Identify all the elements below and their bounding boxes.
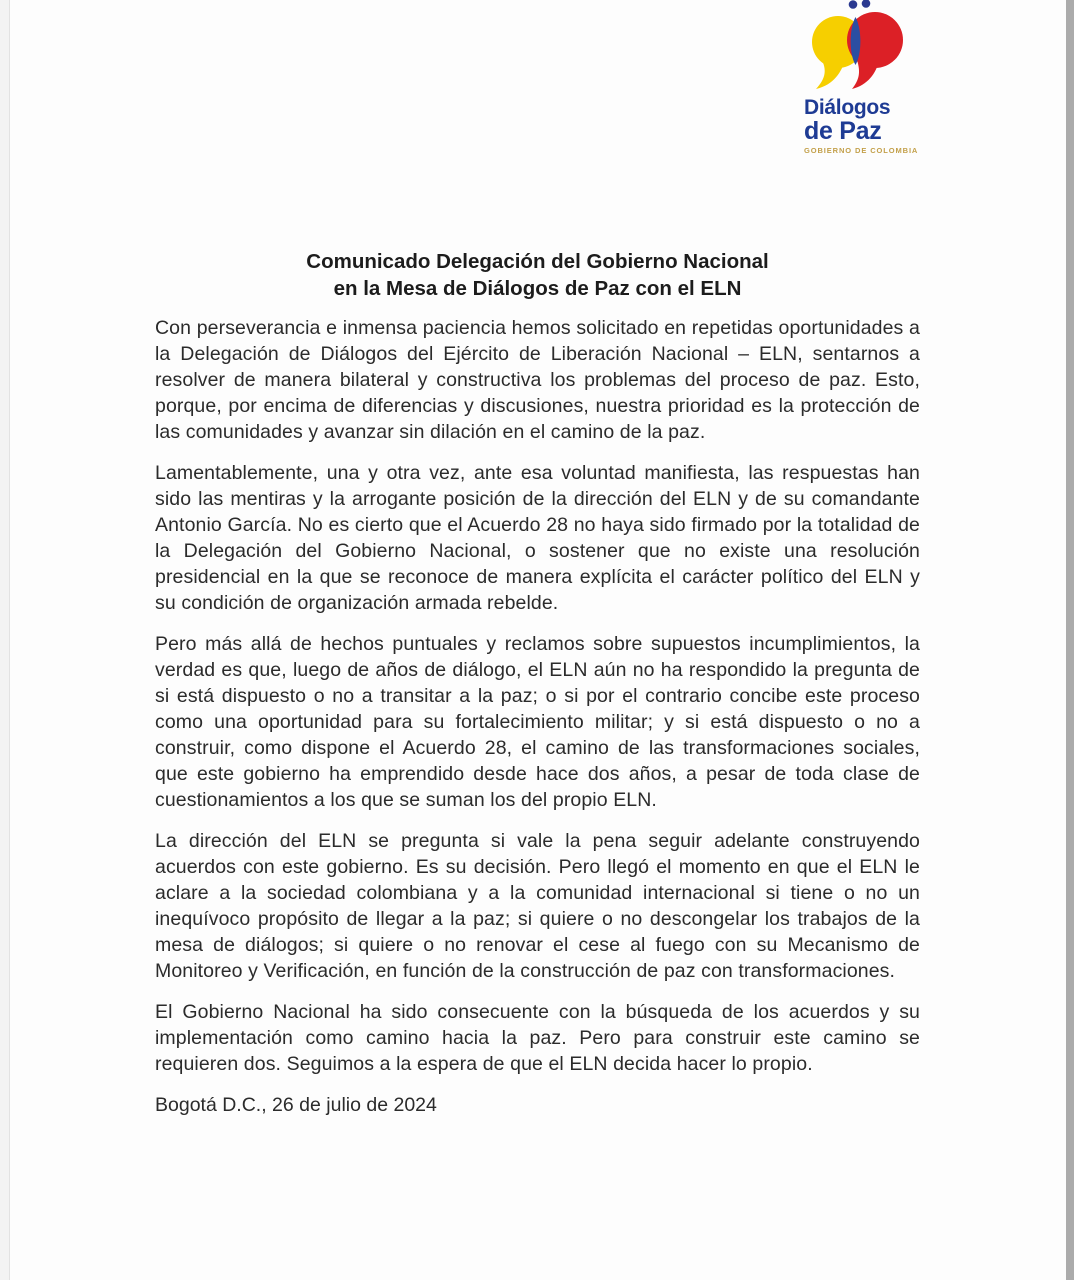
body-paragraph: La dirección del ELN se pregunta si vale la pena seguir adelante construyendo acuerdos con este gobierno. Es su decisión. Pero llegó el momento en que el ELN le aclare a la sociedad colombiana y a la comunidad internacional si tiene o no un inequívoco propósito de llegar a la paz; si quiere o no descongelar los trabajos de la mesa de diálogos; si quiere o no renovar el cese al fuego con su Mecanismo de Monitoreo y Verificación, en función de la construcción de paz con transformaciones. bbox=[155, 830, 920, 982]
body-paragraph: Lamentablemente, una y otra vez, ante esa voluntad manifiesta, las respuestas han sido las mentiras y la arrogante posición de la dirección del ELN y de su comandante Antonio García. No es cierto que el Acuerdo 28 no haya sido firmado por la totalidad de la Delegación del Gobierno Nacional, o sostener que no existe una resolución presidencial en la que se reconoce de manera explícita el carácter político del ELN y su condición de organización armada rebelde. bbox=[155, 462, 920, 614]
logo-wordmark bbox=[804, 98, 934, 143]
photo-right-edge bbox=[1066, 0, 1074, 1280]
dateline: Bogotá D.C., 26 de julio de 2024 bbox=[155, 1094, 437, 1116]
logo-wordmark-line2: de Paz bbox=[804, 116, 882, 145]
communique-body bbox=[155, 315, 920, 1077]
dialogos-de-paz-logo bbox=[804, 0, 934, 155]
body-paragraph: El Gobierno Nacional ha sido consecuente con la búsqueda de los acuerdos y su implementación como camino hacia la paz. Pero para construir este camino se requieren dos. Seguimos a la espera de que el ELN decida hacer lo propio. bbox=[155, 1001, 920, 1075]
speech-bubbles-icon bbox=[808, 0, 908, 92]
photo-left-edge bbox=[0, 0, 10, 1280]
logo-wordmark-line1: Diálogos bbox=[804, 96, 891, 119]
communique-title-line2: en la Mesa de Diálogos de Paz con el ELN bbox=[333, 277, 742, 300]
document-page bbox=[155, 0, 920, 1118]
communique-title-line1: Comunicado Delegación del Gobierno Nacional bbox=[306, 250, 769, 273]
body-paragraph: Con perseverancia e inmensa paciencia hemos solicitado en repetidas oportunidades a la Delegación de Diálogos del Ejército de Liberación Nacional – ELN, sentarnos a resolver de manera bilateral y constructiva los problemas del proceso de paz. Esto, porque, por encima de diferencias y discusiones, nuestra prioridad es la protección de las comunidades y avanzar sin dilación en el camino de la paz. bbox=[155, 317, 920, 443]
body-paragraph: Pero más allá de hechos puntuales y reclamos sobre supuestos incumplimientos, la verdad es que, luego de años de diálogo, el ELN aún no ha respondido la pregunta de si está dispuesto o no a transitar a la paz; o si por el contrario concibe este proceso como una oportunidad para su fortalecimiento militar; y si está dispuesto o no a construir, como dispone el Acuerdo 28, el camino de las transformaciones sociales, que este gobierno ha emprendido desde hace dos años, a pesar de toda clase de cuestionamientos a los que se suman los del propio ELN. bbox=[155, 633, 920, 811]
communique-title bbox=[155, 248, 920, 302]
logo-tagline: GOBIERNO DE COLOMBIA bbox=[804, 146, 919, 156]
